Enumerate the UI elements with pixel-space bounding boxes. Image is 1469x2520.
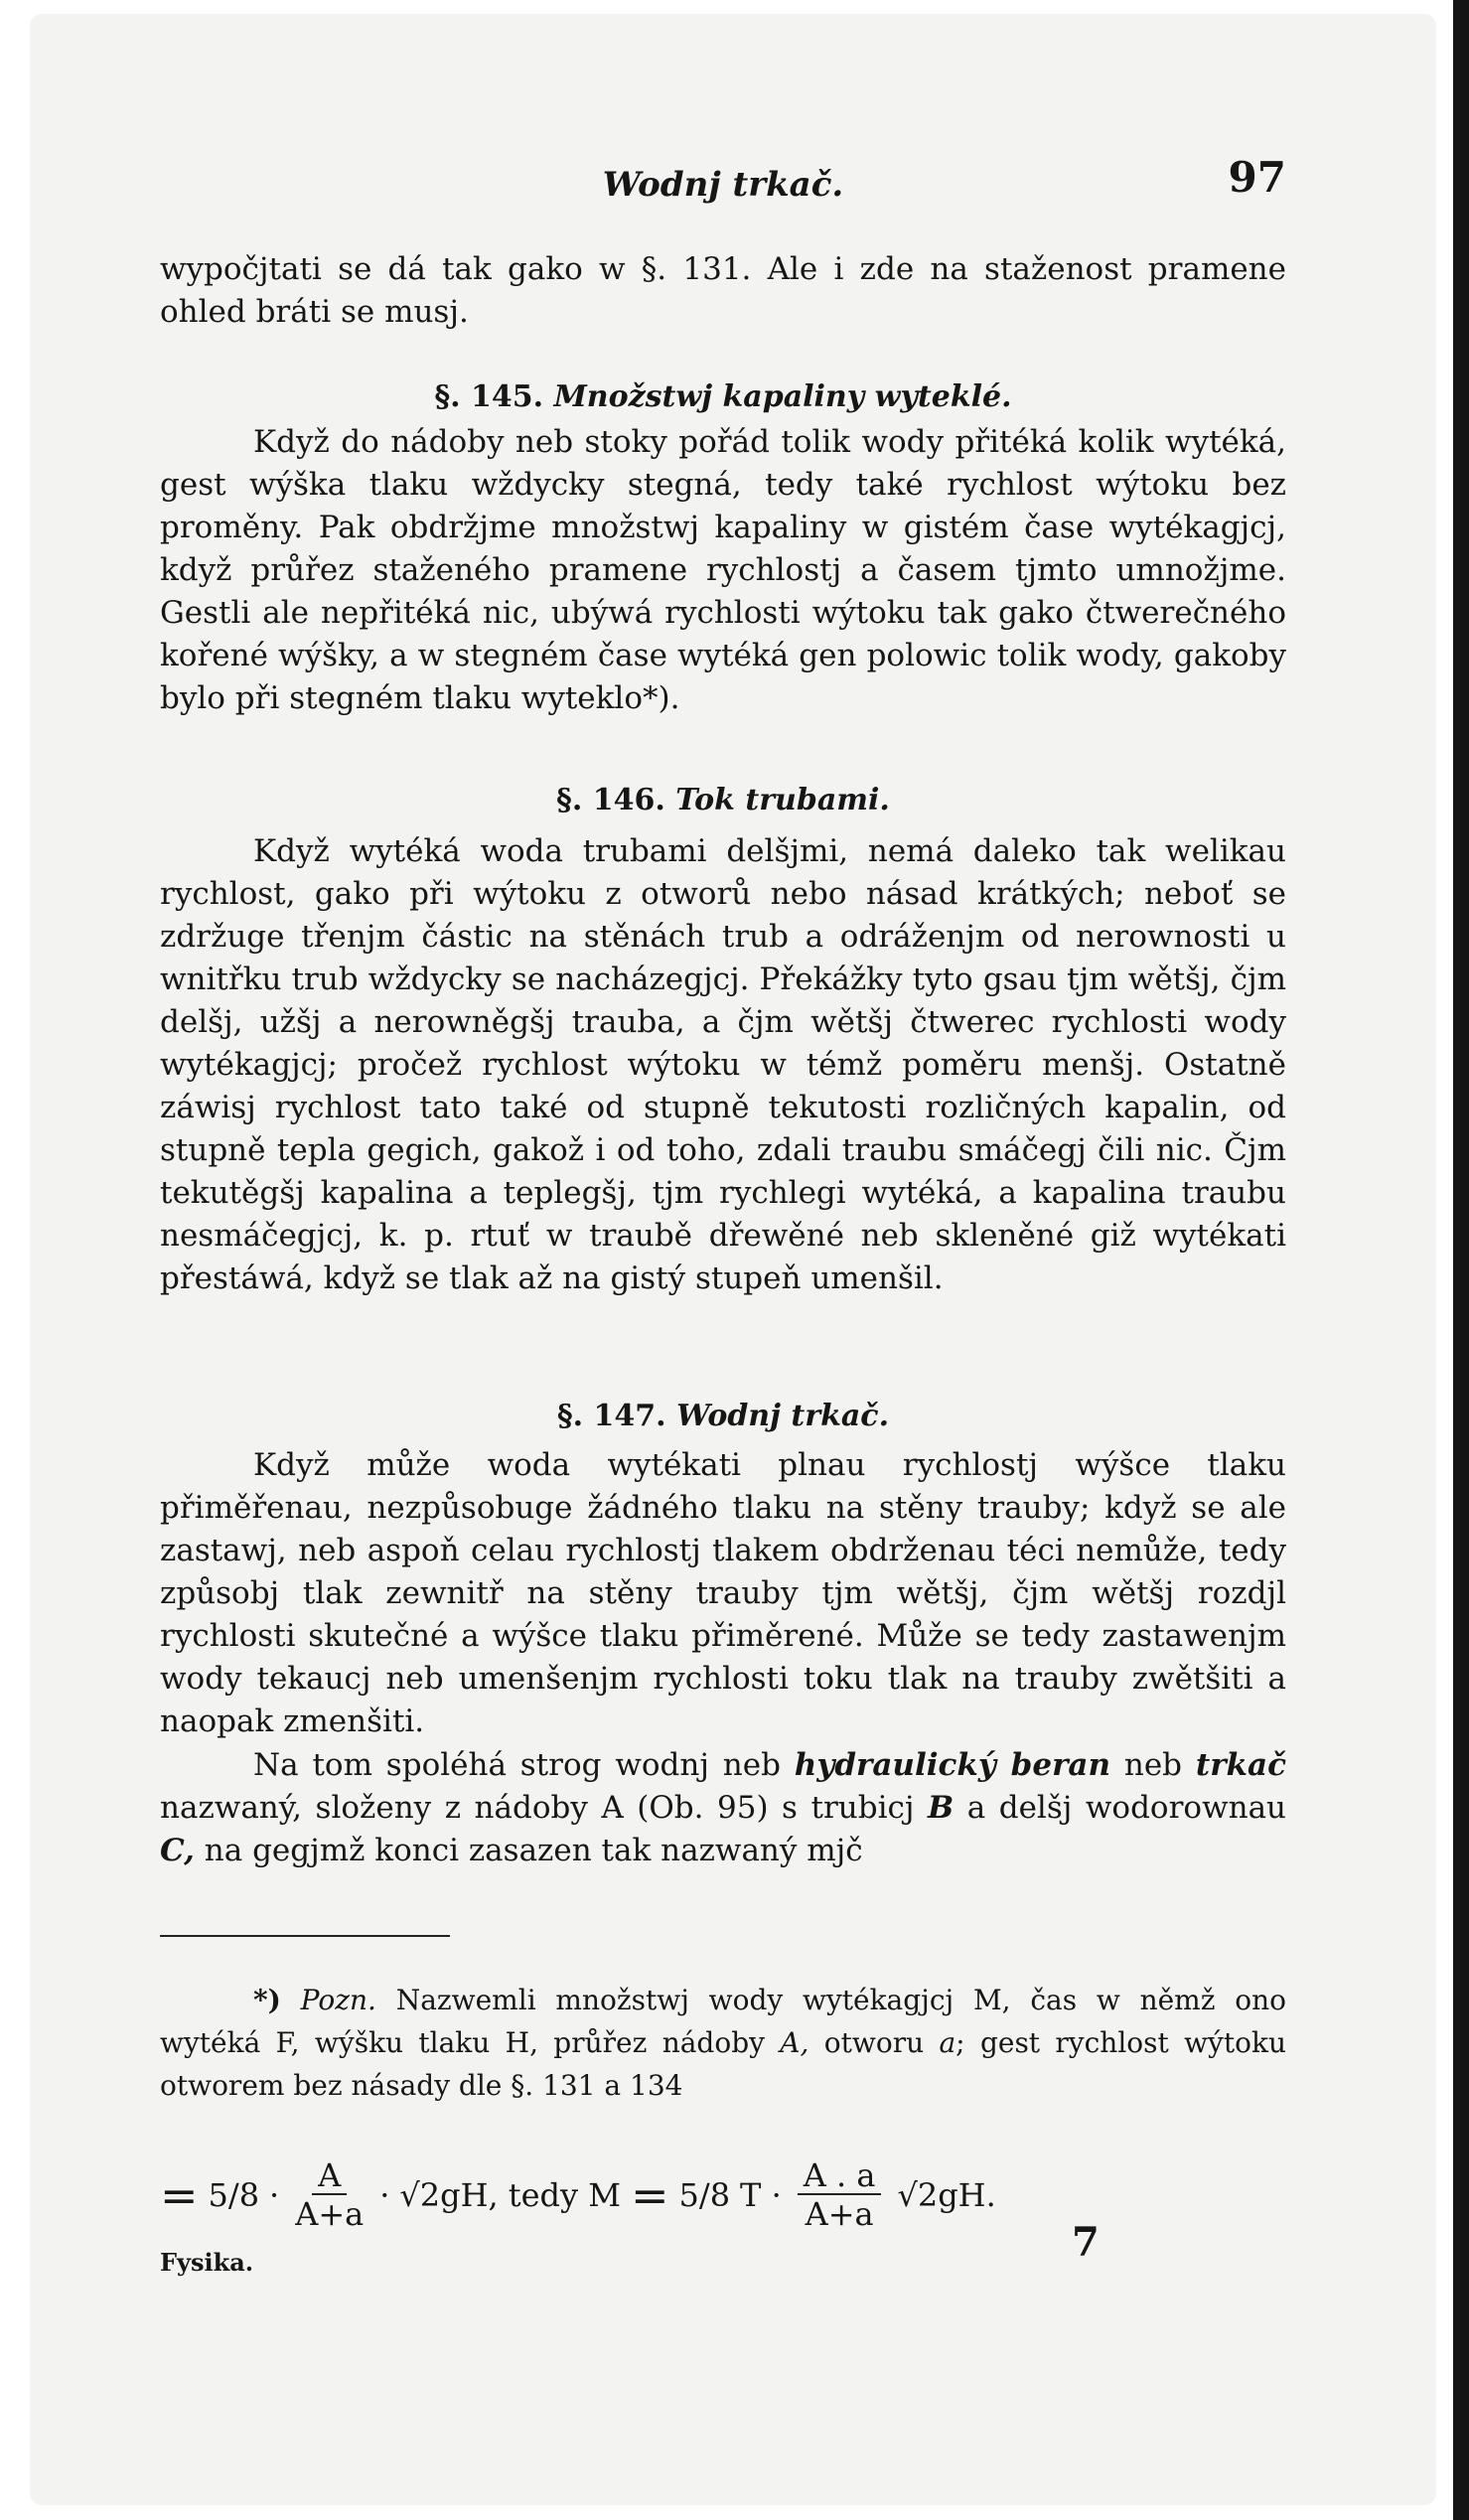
paragraph-text: wypočjtati se dá tak gako w §. 131. Ale i zde na staženost pramene ohled bráti se musj. bbox=[160, 251, 1286, 330]
section-title: Tok trubami. bbox=[675, 783, 890, 817]
formula: = 5/8 · $\frac{A}{A+a}$ · √2gH, tedy M = 5/8 T · $\frac{A . a}{A+a}$ √2gH. bbox=[160, 2156, 996, 2233]
footnote-pozn: Pozn. bbox=[300, 1984, 376, 2016]
section-label: §. 147. bbox=[556, 1399, 666, 1433]
paragraph bbox=[160, 421, 1286, 720]
signature-number: 7 bbox=[1072, 2219, 1100, 2266]
section-heading bbox=[160, 1395, 1286, 1437]
section-title: Wodnj trkač. bbox=[676, 1399, 890, 1433]
page-number: 97 bbox=[1228, 153, 1286, 202]
paragraph-text: Když může woda wytékati plnau rychlostj wýšce tlaku přiměřenau, nezpůsobuge žádného tlaku na stěny trauby; když se ale zastawj, neb aspoň celau rychlostj tlakem obdrženau téci nemůže, tedy způsobj tlak zewnitř na stěny trauby tjm wětšj, čjm wětšj rozdjl rychlosti skutečné a wýšce tlaku přiměrené. Může se tedy zastawenjm wody tekaucj neb umenšenjm rychlosti toku tlak na trauby zwětšiti a naopak zmenšiti. bbox=[160, 1447, 1286, 1739]
fraction: $\frac{A . a}{A+a}$ bbox=[798, 2157, 882, 2233]
paragraph-text: Když wytéká woda trubami delšjmi, nemá daleko tak welikau rychlost, gako při wýtoku z otworů nebo násad krátkých; neboť se zdržuge třenjm částic na stěnách trub a odráženjm od nerownosti u wnitřku trub wždycky se nacházegjcj. Překážky tyto gsau tjm wětšj, čjm delšj, užšj a nerowněgšj trauba, a čjm wětšj čtwerec rychlosti wody wytékagjcj; pročež rychlost wýtoku w témž poměru menšj. Ostatně záwisj rychlost tato také od stupně tekutosti rozličných kapalin, od stupně tepla gegich, gakož i od toho, zdali traubu smáčegj čili nic. Čjm tekutěgšj kapalina a teplegšj, tjm rychlegi wytéká, a kapalina traubu nesmáčegjcj, k. p. rtuť w traubě dřewěné neb skleněné giž wytékati přestáwá, když se tlak až na gistý stupeň umenšil. bbox=[160, 833, 1286, 1296]
fraction: $\frac{A}{A+a}$ bbox=[295, 2156, 365, 2233]
paragraph bbox=[160, 1744, 1286, 1872]
paragraph bbox=[160, 1444, 1286, 1743]
paragraph bbox=[160, 830, 1286, 1300]
section-title: Množstwj kapaliny wyteklé. bbox=[553, 379, 1012, 414]
section-heading bbox=[160, 779, 1286, 821]
term-hydraulic-ram: hydraulický beran bbox=[794, 1747, 1111, 1783]
footnote-rule bbox=[160, 1935, 450, 1937]
signature-mark: Fysika. bbox=[160, 2248, 254, 2277]
section-label: §. 145. bbox=[434, 379, 544, 414]
page-sheet bbox=[30, 14, 1436, 2505]
footnote: *) Pozn. Nazwemli množstwj wody wytékagjcj M, čas w němž ono wytéká F, wýšku tlaku H, průřez nádoby A, otworu a; gest rychlost wýtoku otworem bez násady dle §. 131 a 134 bbox=[160, 1984, 1287, 2102]
page-header bbox=[160, 153, 1286, 216]
running-title: Wodnj trkač. bbox=[602, 165, 844, 205]
paragraph-text: Na tom spoléhá strog wodnj neb hydraulický beran neb trkač nazwaný, složeny z nádoby A (Ob. 95) s trubicj B a delšj wodorownau C, na gegjmž konci zasazen tak nazwaný mjč bbox=[160, 1747, 1287, 1868]
section-label: §. 146. bbox=[556, 783, 665, 817]
footnote-marker: *) bbox=[253, 1984, 281, 2016]
section-heading bbox=[160, 375, 1286, 418]
page-edge bbox=[1453, 0, 1469, 2520]
paragraph bbox=[160, 248, 1286, 334]
paragraph-text: Když do nádoby neb stoky pořád tolik wody přitéká kolik wytéká, gest wýška tlaku wždycky stegná, tedy také rychlost wýtoku bez proměny. Pak obdržjme množstwj kapaliny w gistém čase wytékagjcj, když průřez staženého pramene rychlostj a časem tjmto umnožjme. Gestli ale nepřitéká nic, ubýwá rychlosti wýtoku tak gako čtwerečného kořené wýšky, a w stegném čase wytéká gen polowic tolik wody, gakoby bylo při stegném tlaku wyteklo*). bbox=[160, 424, 1286, 716]
term-trkac: trkač bbox=[1195, 1747, 1286, 1783]
